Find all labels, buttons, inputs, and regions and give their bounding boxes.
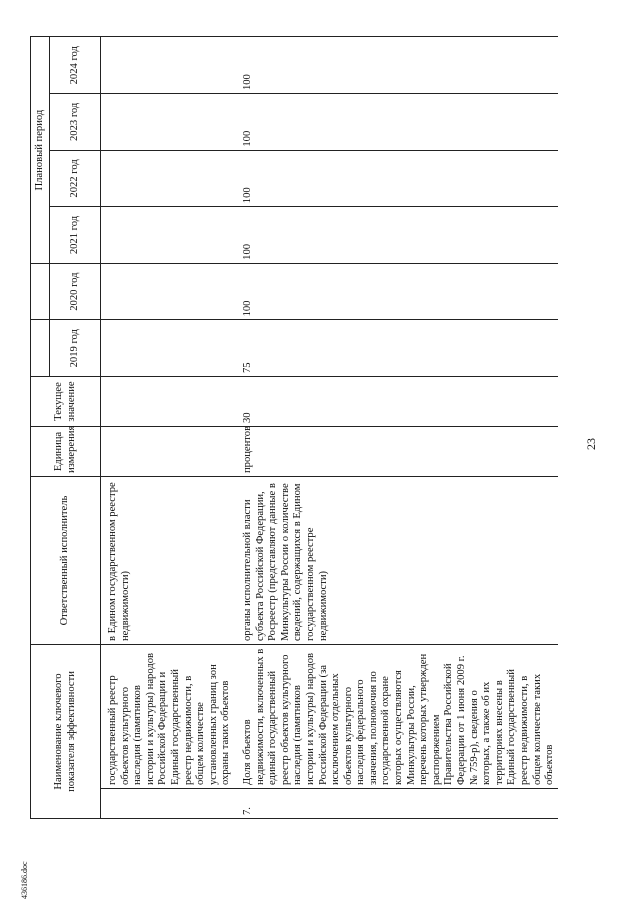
value-2024: 100 — [234, 37, 558, 94]
header-year: 2020 год — [50, 263, 101, 320]
responsible-party: органы исполнительной власти субъекта Российской Федерации, Росреестр (представляют данные в Минкультуры России о количестве сведений, содержащихся в Едином государственном реестре недвижимости) — [234, 477, 558, 645]
table-row — [234, 37, 558, 819]
table-row-continuation — [101, 37, 234, 819]
header-year-2019-top — [31, 320, 50, 377]
value-2020: 100 — [234, 263, 558, 320]
header-year: 2019 год — [50, 320, 101, 377]
header-year-2020-top — [31, 263, 50, 320]
kpi-table — [30, 36, 558, 819]
value-2022: 100 — [234, 150, 558, 207]
header-year: 2021 год — [50, 207, 101, 264]
indicator-name: Доля объектов недвижимости, включенных в единый государственный реестр объектов культурного наследия (памятников истории и культуры) народов Российской Федерации (за исключением отдельных объектов культурного наследия федерального значения, полномочия по государственной охране которых осуществляются Минкультуры России, перечень которых утвержден распоряжением Правительства Российской Федерации от 1 июня 2009 г. № 759-р), сведения о которых, а также об их территориях внесены в Единый государственный реестр недвижимости, в общем количестве таких объектов — [234, 645, 558, 789]
indicator-name: государственный реестр объектов культурного наследия (памятников истории и культуры) народов Российской Федерации и Единый государственный реестр недвижимости, в общем количестве установленных границ зон охраны таких объектов — [101, 645, 234, 789]
page-number: 23 — [584, 438, 598, 450]
header-unit: Единица измерения — [31, 427, 101, 477]
responsible-party: в Едином государственном реестре недвижимости) — [101, 477, 234, 645]
header-year: 2022 год — [50, 150, 101, 207]
header-current-value: Текущее значение — [31, 377, 101, 427]
header-indicator-name: Наименование ключевого показателя эффективности — [31, 645, 101, 819]
header-planned-period: Плановый период — [31, 37, 50, 263]
value-2021: 100 — [234, 207, 558, 264]
header-year: 2023 год — [50, 94, 101, 151]
header-year: 2024 год — [50, 37, 101, 94]
value-2023: 100 — [234, 94, 558, 151]
value-2019: 75 — [234, 320, 558, 377]
header-responsible: Ответственный исполнитель — [31, 477, 101, 645]
row-number-empty — [101, 789, 234, 819]
document-code: 436186.doc — [20, 861, 29, 899]
row-number: 7. — [234, 789, 558, 819]
current-value-cell: 30 — [234, 377, 558, 427]
unit-cell: процентов — [234, 427, 558, 477]
